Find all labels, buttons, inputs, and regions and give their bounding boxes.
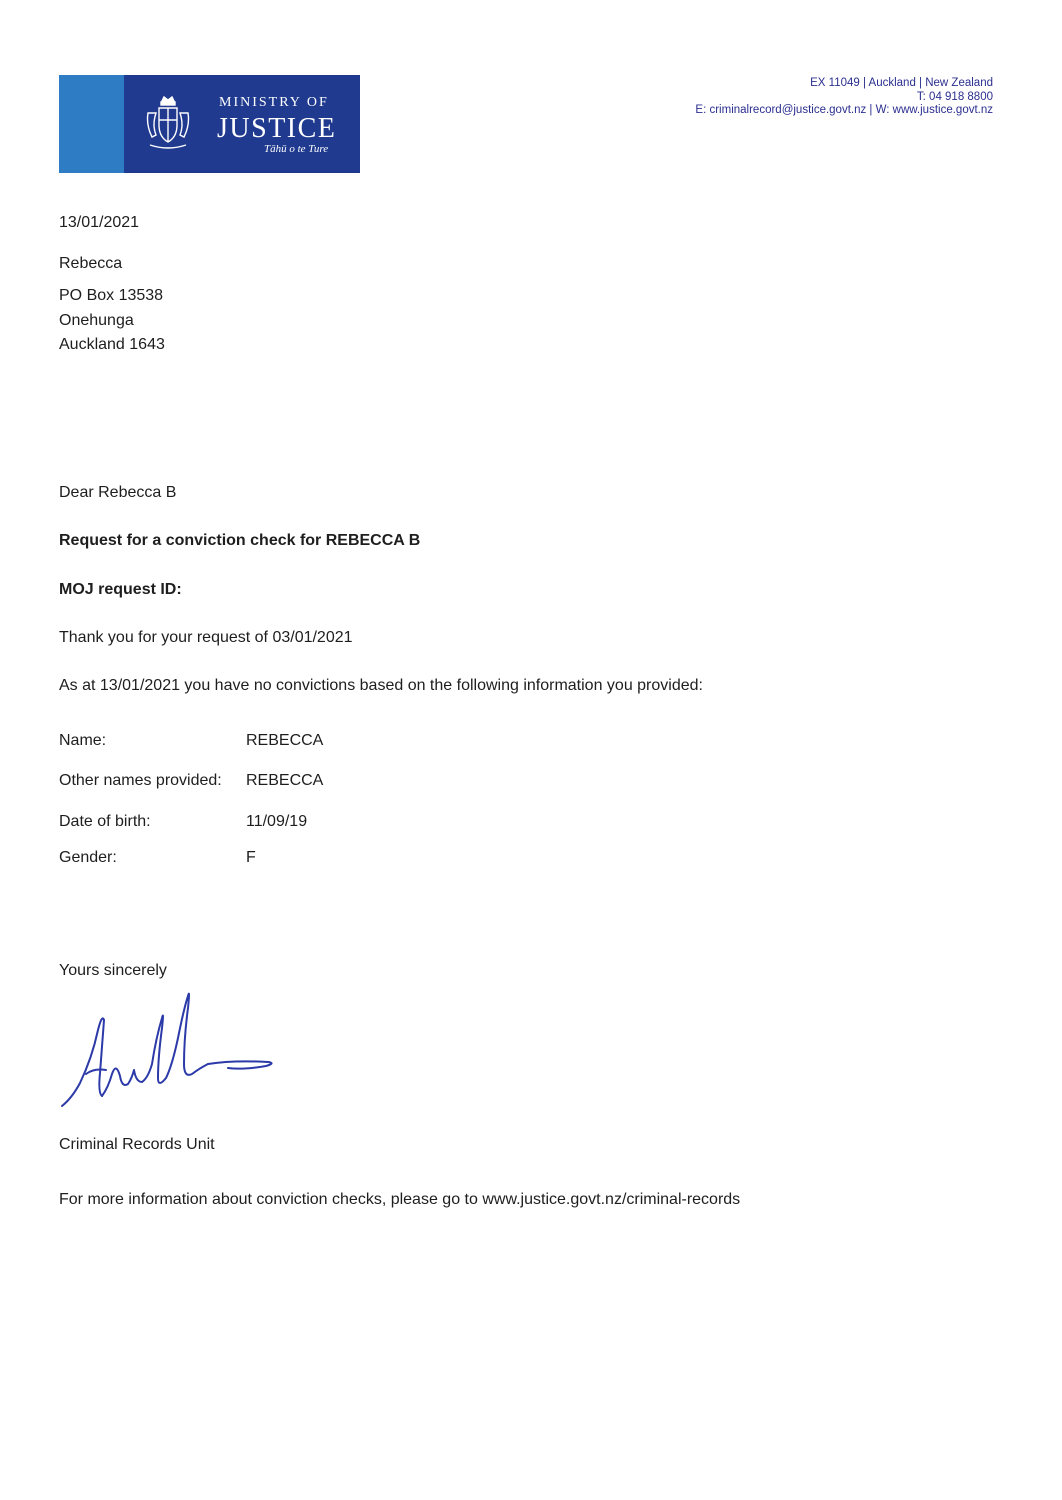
contact-block bbox=[695, 77, 993, 118]
detail-value-dob: 11/09/19 bbox=[246, 813, 308, 830]
contact-phone: T: 04 918 8800 bbox=[916, 90, 993, 103]
request-id-label: MOJ request ID: bbox=[59, 581, 182, 598]
statement-line: As at 13/01/2021 you have no convictions based on the following information you provided: bbox=[59, 677, 703, 694]
handwritten-signature bbox=[58, 978, 283, 1113]
logo-accent-band bbox=[59, 75, 124, 173]
logo-tagline: Tāhū o te Ture bbox=[264, 143, 329, 155]
contact-address: EX 11049 | Auckland | New Zealand bbox=[810, 77, 993, 89]
footer-info: For more information about conviction checks, please go to www.justice.govt.nz/criminal-records bbox=[59, 1191, 741, 1208]
logo-ministry-text: MINISTRY OF bbox=[219, 95, 329, 110]
signatory: Criminal Records Unit bbox=[59, 1136, 215, 1153]
detail-label-dob: Date of birth: bbox=[59, 813, 151, 830]
recipient-address-line3: Auckland 1643 bbox=[59, 336, 165, 353]
detail-label-other-names: Other names provided: bbox=[59, 772, 222, 789]
coat-of-arms-icon bbox=[144, 95, 192, 153]
detail-value-gender: F bbox=[246, 849, 256, 866]
contact-email-web: E: criminalrecord@justice.govt.nz | W: www.justice.govt.nz bbox=[695, 104, 993, 116]
thanks-line: Thank you for your request of 03/01/2021 bbox=[59, 629, 353, 646]
detail-value-name: REBECCA bbox=[246, 732, 324, 749]
ministry-logo bbox=[59, 75, 360, 173]
salutation: Dear Rebecca B bbox=[59, 484, 177, 501]
recipient-address-line1: PO Box 13538 bbox=[59, 287, 164, 304]
detail-value-other-names: REBECCA bbox=[246, 772, 324, 789]
recipient-name: Rebecca bbox=[59, 255, 123, 272]
closing: Yours sincerely bbox=[59, 962, 167, 979]
letter-date: 13/01/2021 bbox=[59, 214, 140, 231]
logo-justice-text: JUSTICE bbox=[217, 113, 337, 144]
detail-label-name: Name: bbox=[59, 732, 107, 749]
detail-label-gender: Gender: bbox=[59, 849, 117, 866]
recipient-address-line2: Onehunga bbox=[59, 312, 134, 329]
letter-subject: Request for a conviction check for REBECCA B bbox=[59, 532, 421, 549]
